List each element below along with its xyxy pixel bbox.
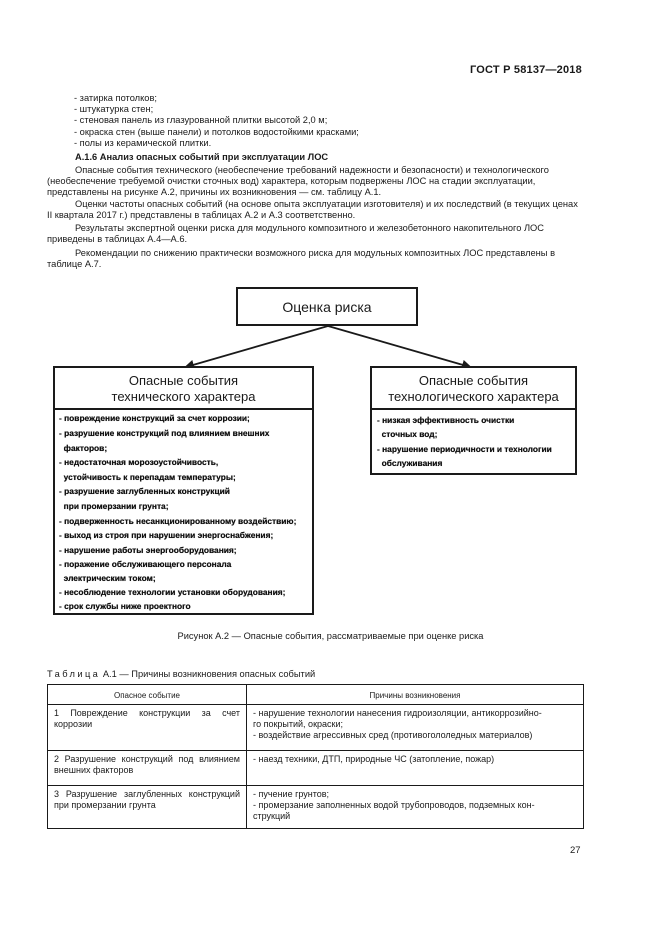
risk-assessment-title: Оценка риска — [282, 299, 372, 315]
paragraph: Рекомендации по снижению практически возможного риска для модульных композитных ЛОС представлены в таблице А.7. — [47, 248, 556, 270]
causes-cell — [247, 705, 584, 751]
column-header-event: Опасное событие — [48, 685, 247, 705]
technical-events-box — [53, 366, 314, 615]
cause-line: - промерзание заполненных водой трубопроводов, подземных кон- — [253, 800, 535, 810]
technical-item: - выход из строя при нарушении энергоснабжения; — [59, 530, 274, 540]
risk-assessment-box — [236, 287, 418, 326]
figure-caption: Рисунок А.2 — Опасные события, рассматриваемые при оценке риска — [177, 631, 484, 641]
technological-item: сточных вод; — [377, 429, 438, 439]
technical-item: - срок службы ниже проектного — [59, 601, 191, 611]
technical-divider — [55, 408, 312, 410]
document-standard-code: ГОСТ Р 58137—2018 — [470, 64, 582, 76]
cause-line: - пучение грунтов; — [253, 789, 330, 799]
cause-line: - наезд техники, ДТП, природные ЧС (затопление, пожар) — [253, 754, 495, 764]
technical-title-line2: технического характера — [111, 389, 256, 404]
technical-item: - нарушение работы энергооборудования; — [59, 545, 237, 555]
technological-title-line1: Опасные события — [418, 373, 529, 388]
technological-title-line2: технологического характера — [388, 389, 559, 404]
table-title — [47, 669, 315, 679]
technical-item: - повреждение конструкций за счет коррозии; — [59, 413, 250, 423]
event-cell: 2 Разрушение конструкций под влиянием внешних факторов — [48, 751, 247, 786]
technical-item: - разрушение заглубленных конструкций — [59, 486, 230, 496]
technical-item: электрическим током; — [59, 573, 156, 583]
list-item: - окраска стен (выше панели) и потолков водостойкими красками; — [74, 127, 359, 137]
paragraph: Результаты экспертной оценки риска для модульного композитного и железобетонного накопительного ЛОС приведены в таблицах А.4—А.6. — [47, 223, 545, 245]
arrow-to-technological — [328, 326, 470, 367]
list-item: - полы из керамической плитки. — [74, 138, 212, 148]
technical-item: - поражение обслуживающего персонала — [59, 559, 232, 569]
technical-item: при промерзании грунта; — [59, 501, 169, 511]
technological-divider — [372, 408, 575, 410]
table-row — [48, 786, 584, 829]
page-number: 27 — [570, 845, 581, 856]
technological-item: обслуживания — [377, 458, 443, 468]
technological-item: - нарушение периодичности и технологии — [377, 444, 552, 454]
cause-line: - нарушение технологии нанесения гидроизоляции, антикоррозийно- — [253, 708, 542, 718]
arrow-to-technical — [186, 326, 328, 367]
paragraph: Опасные события технического (необеспечение требований надежности и безопасности) и технологического (необеспечение требуемой очистки сточных вод) характера, которым подвержены ЛОС на стадии эксплуатации, представлены на рисунке А.2, причины их возникновения — см. таблицу А.1. — [47, 165, 549, 198]
table-title-text: А.1 — Причины возникновения опасных событий — [100, 669, 316, 679]
paragraph: Оценки частоты опасных событий (на основе опыта эксплуатации изготовителя) и их последствий (в текущих ценах II квартала 2017 г.) представлены в таблицах А.2 и А.3 соответственно. — [47, 199, 578, 221]
technical-item: - недостаточная морозоустойчивость, — [59, 457, 219, 467]
technical-item: - разрушение конструкций под влиянием внешних — [59, 428, 270, 438]
technological-item: - низкая эффективность очистки — [377, 415, 515, 425]
technical-item: - подверженность несанкционированному воздействию; — [59, 516, 297, 526]
event-cell: 1 Повреждение конструкции за счет коррозии — [48, 705, 247, 751]
list-item: - штукатурка стен; — [74, 104, 154, 114]
technological-events-box — [370, 366, 577, 475]
table-row — [48, 705, 584, 751]
table-title-prefix: Таблица — [47, 669, 101, 679]
list-item: - стеновая панель из глазурованной плитки высотой 2,0 м; — [74, 115, 328, 125]
table-header-row — [48, 685, 584, 705]
section-heading: А.1.6 Анализ опасных событий при эксплуатации ЛОС — [75, 152, 329, 162]
event-cell: 3 Разрушение заглубленных конструкций при промерзании грунта — [48, 786, 247, 829]
cause-line: го покрытий, окраски; — [253, 719, 343, 729]
list-item: - затирка потолков; — [74, 93, 157, 103]
cause-line: струкций — [253, 811, 291, 821]
technical-item: устойчивость к перепадам температуры; — [59, 472, 236, 482]
technical-title-line1: Опасные события — [128, 373, 239, 388]
technical-item: факторов; — [59, 443, 108, 453]
technical-item: - несоблюдение технологии установки оборудования; — [59, 587, 286, 597]
causes-cell — [247, 751, 584, 786]
table-row — [48, 751, 584, 786]
causes-table — [47, 684, 584, 829]
column-header-causes: Причины возникновения — [247, 685, 584, 705]
causes-cell — [247, 786, 584, 829]
cause-line: - воздействие агрессивных сред (противогололедных материалов) — [253, 730, 533, 740]
